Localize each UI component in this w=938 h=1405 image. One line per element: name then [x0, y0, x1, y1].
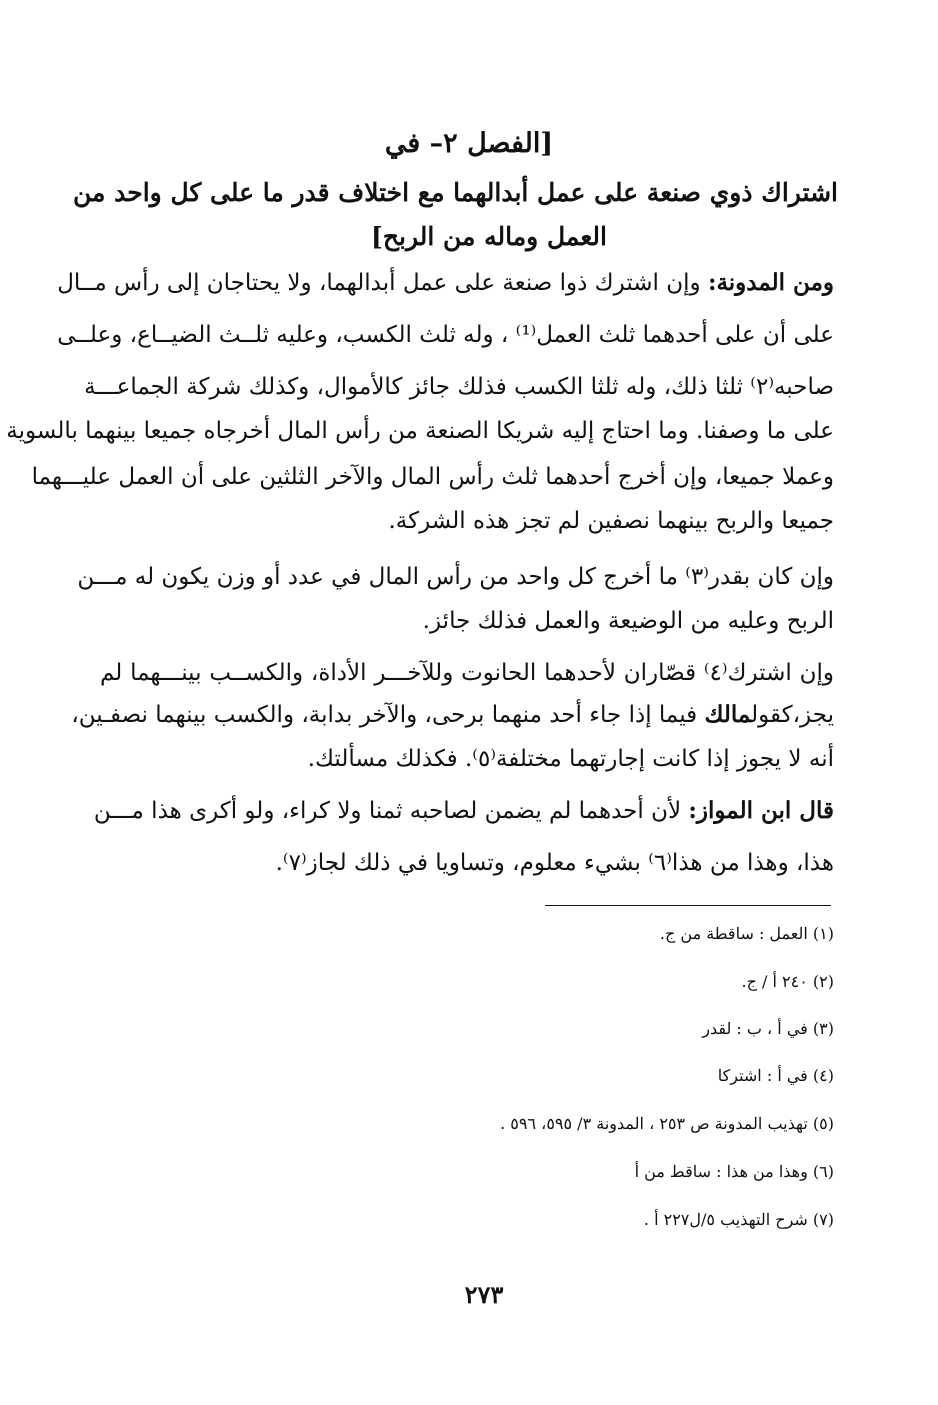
footnote-7: (٧) شرح التهذيب ٥/ل٢٢٧ أ .	[643, 1210, 834, 1229]
paragraph-2-line-2: الربح وعليه من الوضيعة والعمل فذلك جائز.	[422, 608, 834, 634]
paragraph-3-text-a: يجز،كقول	[751, 702, 834, 728]
footnote-6: (٦) وهذا من هذا : ساقط من أ	[634, 1162, 834, 1181]
footnote-3: (٣) في أ ، ب : لقدر	[702, 1019, 834, 1038]
paragraph-4-line-2: هذا، وهذا من هذا⁽٦⁾ بشيء معلوم، وتساويا في ذلك لجاز⁽٧⁾.	[275, 850, 834, 876]
footnote-4: (٤) في أ : اشتركا	[717, 1066, 834, 1085]
paragraph-3-text-c: فيما إذا جاء أحد منهما برحى، والآخر بدابة، والكسب بينهما نصفـين،	[71, 702, 698, 728]
paragraph-3-line-2	[71, 698, 834, 732]
chapter-subtitle-line-2: العمل وماله من الربح]	[371, 222, 607, 251]
source-label-ibn-al-mawwaz: قال ابن المواز:	[688, 797, 834, 824]
paragraph-1-line-6: جميعا والربح بينهما نصفين لم تجز هذه الشركة.	[388, 508, 834, 534]
footnote-separator	[545, 905, 831, 906]
paragraph-1-line-1	[57, 266, 834, 300]
scholar-name-malik: مالك	[704, 701, 752, 728]
paragraph-1-text: وإن اشترك ذوا صنعة على عمل أبدالهما، ولا يحتاجان إلى رأس مــال	[57, 270, 701, 296]
footnote-2: (٢) ٢٤٠ أ / ج.	[741, 972, 834, 991]
paragraph-2-line-1: وإن كان بقدر⁽٣⁾ ما أخرج كل واحد من رأس المال في عدد أو وزن يكون له مـــن	[77, 564, 834, 590]
footnote-1: (١) العمل : ساقطة من ج.	[659, 924, 834, 943]
footnote-5: (٥) تهذيب المدونة ص ٢٥٣ ، المدونة ٣/ ٥٩٥، ٥٩٦ .	[500, 1114, 834, 1133]
paragraph-1-line-3: صاحبه⁽٢⁾ ثلثا ذلك، وله ثلثا الكسب فذلك جائز كالأموال، وكذلك شركة الجماعـــة	[84, 374, 834, 400]
chapter-title: [الفصل ٢– في	[384, 128, 554, 159]
paragraph-3-text-d: أنه لا يجوز إذا كانت إجارتهما مختلفة⁽٥⁾.	[464, 746, 834, 772]
paragraph-1-line-5: وعملا جميعا، وإن أخرج أحدهما ثلث رأس المال والآخر الثلثين على أن العمل عليـــهما	[31, 464, 834, 490]
chapter-subtitle-line-1: اشتراك ذوي صنعة على عمل أبدالهما مع اختلاف قدر ما على كل واحد من	[73, 178, 838, 207]
paragraph-1-line-2: على أن على أحدهما ثلث العمل⁽¹⁾ ، وله ثلث الكسب، وعليه ثلــث الضيــاع، وعلــى	[57, 322, 834, 348]
page-number: ٢٧٣	[464, 1280, 504, 1309]
paragraph-3-text-e: فكذلك مسألتك.	[307, 746, 458, 772]
paragraph-3-line-3	[100, 742, 834, 776]
paragraph-4-line-1	[93, 794, 834, 828]
paragraph-4-text: لأن أحدهما لم يضمن لصاحبه ثمنا ولا كراء، ولو أكرى هذا مـــن	[93, 798, 682, 824]
source-label-mudawwana: ومن المدونة:	[707, 269, 834, 296]
paragraph-1-line-4: على ما وصفنا. وما احتاج إليه شريكا الصنعة من رأس المال أخرجاه جميعا بينهما بالسوية	[6, 418, 834, 444]
paragraph-3-line-1: وإن اشترك⁽٤⁾ قصّاران لأحدهما الحانوت وللآخـــر الأداة، والكســب بينـــهما لم	[100, 660, 834, 686]
